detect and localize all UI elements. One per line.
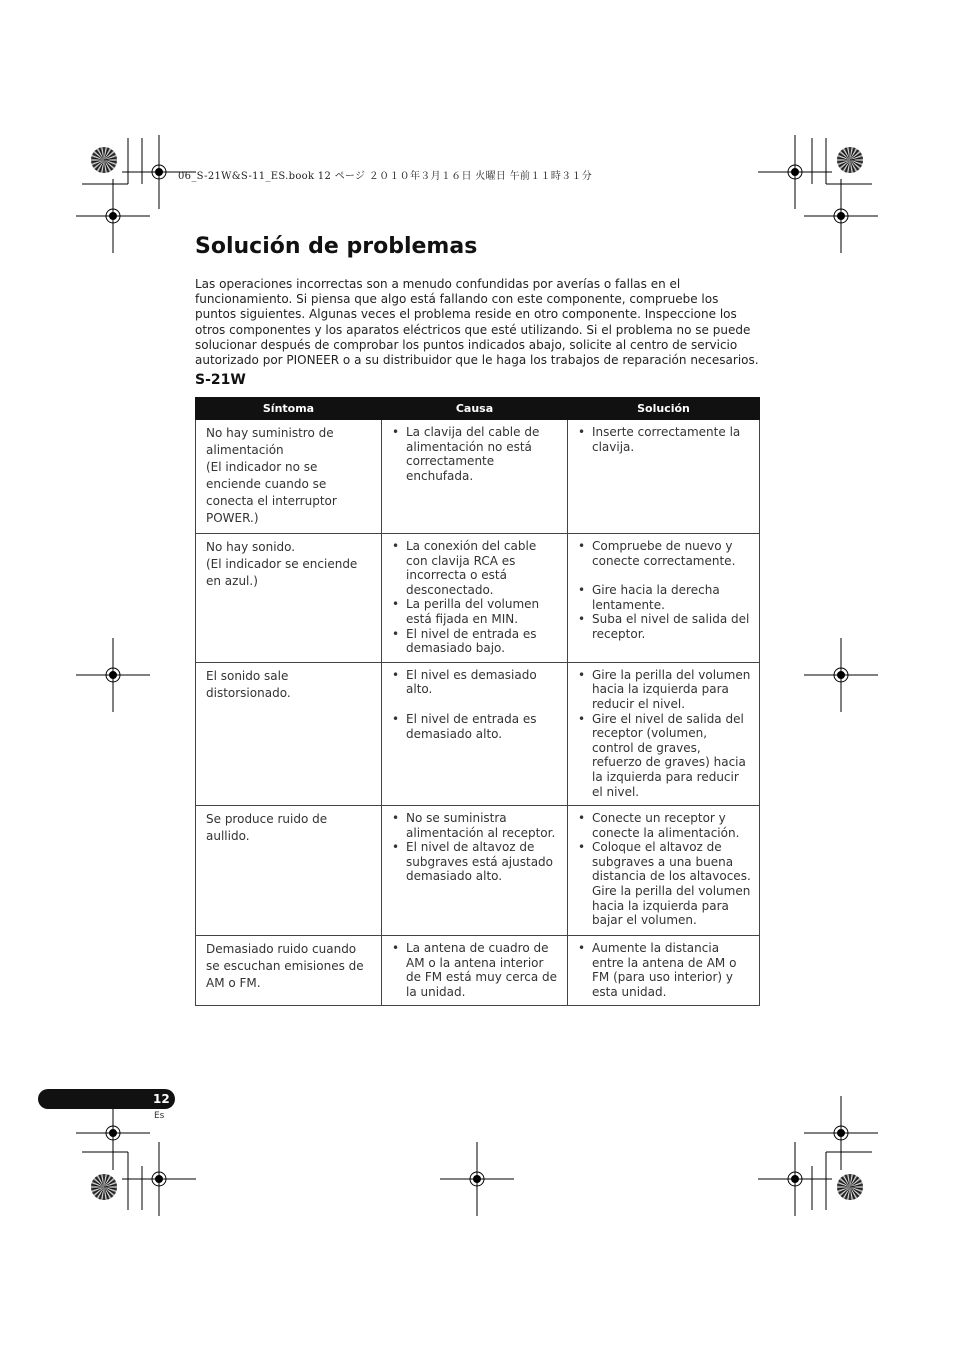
bullet-list xyxy=(392,941,559,999)
symptom-line: No hay suministro de xyxy=(206,426,334,440)
header-symptom: Síntoma xyxy=(196,398,382,420)
print-info-header: 06_S-21W&S-11_ES.book 12 ページ ２０１０年３月１６日 火曜日 午前１１時３１分 xyxy=(178,171,593,182)
cause-item: • La perilla del volumen está fijada en MIN. xyxy=(392,597,559,626)
registration-crosshair xyxy=(758,135,832,209)
cause-cell xyxy=(382,534,568,663)
symptom-line: conecta el interruptor xyxy=(206,494,337,508)
table-header-row xyxy=(196,398,760,420)
symptom-line: AM o FM. xyxy=(206,976,261,991)
registration-crosshair xyxy=(122,1142,196,1216)
symptom-line: POWER.) xyxy=(206,511,259,525)
page-title: Solución de problemas xyxy=(195,234,478,259)
bullet-list xyxy=(392,811,559,884)
table-row xyxy=(196,936,760,1006)
symptom-line: se escuchan emisiones de xyxy=(206,959,364,974)
cause-item: • La antena de cuadro de AM o la antena interior de FM está muy cerca de la unidad. xyxy=(392,941,559,999)
cause-item: • El nivel de altavoz de subgraves está ajustado demasiado alto. xyxy=(392,840,559,884)
starburst-target xyxy=(837,147,863,173)
symptom-line: aullido. xyxy=(206,829,250,844)
symptom-line: No hay sonido. xyxy=(206,540,296,554)
symptom-cell xyxy=(196,420,382,534)
symptom-line: Demasiado ruido cuando xyxy=(206,942,357,957)
cause-item: • El nivel de entrada es demasiado alto. xyxy=(392,712,559,741)
symptom-cell xyxy=(196,534,382,663)
header-solution: Solución xyxy=(568,398,760,420)
symptom-cell xyxy=(196,662,382,805)
registration-crosshair xyxy=(76,638,150,712)
bullet-list xyxy=(578,425,751,454)
starburst-target xyxy=(91,147,117,173)
solution-item: • Inserte correctamente la clavija. xyxy=(578,425,751,454)
header-cause: Causa xyxy=(382,398,568,420)
symptom-line: Se produce ruido de xyxy=(206,812,328,827)
cause-cell xyxy=(382,420,568,534)
solution-item: • Conecte un receptor y conecte la alimentación. xyxy=(578,811,751,840)
solution-item: • Gire el nivel de salida del receptor (volumen, control de graves, refuerzo de graves) hacia la izquierda para reducir el nivel. xyxy=(578,712,751,800)
solution-cell xyxy=(568,534,760,663)
registration-crosshair xyxy=(758,1142,832,1216)
language-code: Es xyxy=(154,1111,165,1121)
symptom-line: enciende cuando se xyxy=(206,477,327,491)
table-row xyxy=(196,420,760,534)
bullet-list xyxy=(392,425,559,483)
solution-cell xyxy=(568,806,760,936)
symptom-cell xyxy=(196,806,382,936)
troubleshooting-table xyxy=(195,397,760,1006)
bullet-list xyxy=(392,668,559,741)
symptom-cell xyxy=(196,936,382,1006)
model-heading: S-21W xyxy=(195,372,246,388)
bullet-list xyxy=(578,811,751,928)
solution-cell xyxy=(568,936,760,1006)
cause-cell xyxy=(382,662,568,805)
page-number: 12 xyxy=(153,1092,170,1106)
solution-item: • Suba el nivel de salida del receptor. xyxy=(578,612,751,641)
symptom-line: (El indicador se enciende xyxy=(206,557,358,571)
symptom-line: El sonido sale xyxy=(206,668,289,683)
registration-crosshair xyxy=(804,179,878,253)
solution-cell xyxy=(568,662,760,805)
solution-item: • Coloque el altavoz de subgraves a una buena distancia de los altavoces. Gire la perilla del volumen hacia la izquierda para bajar el volumen. xyxy=(578,840,751,928)
symptom-line: alimentación xyxy=(206,443,284,457)
cause-cell xyxy=(382,806,568,936)
intro-paragraph: Las operaciones incorrectas son a menudo confundidas por averías o fallas en el funcionamiento. Si piensa que algo está fallando con este componente, compruebe los puntos siguientes. Algunas veces el problema reside en otro componente. Inspeccione los otros componentes y los aparatos eléctricos que esté utilizando. Si el problema no se puede solucionar después de comprobar los puntos indicados abajo, solicite al centro de servicio autorizado por PIONEER o a su distribuidor que le haga los trabajos de reparación necesarios. xyxy=(195,277,759,368)
symptom-line: en azul.) xyxy=(206,574,258,588)
registration-crosshair xyxy=(76,179,150,253)
registration-crosshair xyxy=(804,1096,878,1170)
solution-item: • Compruebe de nuevo y conecte correctamente. xyxy=(578,539,751,568)
cause-item: • La conexión del cable con clavija RCA es incorrecta o está desconectado. xyxy=(392,539,559,597)
symptom-line: (El indicador no se xyxy=(206,460,318,474)
bullet-list xyxy=(578,941,751,999)
table-row xyxy=(196,662,760,805)
solution-item: • Aumente la distancia entre la antena de AM o FM (para uso interior) y esta unidad. xyxy=(578,941,751,999)
cause-item: • El nivel de entrada es demasiado bajo. xyxy=(392,627,559,656)
solution-cell xyxy=(568,420,760,534)
solution-item: • Gire hacia la derecha lentamente. xyxy=(578,583,751,612)
registration-crosshair xyxy=(804,638,878,712)
table-row xyxy=(196,534,760,663)
cause-item: • No se suministra alimentación al receptor. xyxy=(392,811,559,840)
registration-crosshair xyxy=(440,1142,514,1216)
bullet-list xyxy=(392,539,559,656)
symptom-line: distorsionado. xyxy=(206,685,291,700)
cause-item: • El nivel es demasiado alto. xyxy=(392,668,559,697)
starburst-target xyxy=(91,1174,117,1200)
starburst-target xyxy=(837,1174,863,1200)
solution-item: • Gire la perilla del volumen hacia la izquierda para reducir el nivel. xyxy=(578,668,751,712)
bullet-list xyxy=(578,539,751,642)
cause-cell xyxy=(382,936,568,1006)
table-row xyxy=(196,806,760,936)
cause-item: • La clavija del cable de alimentación no está correctamente enchufada. xyxy=(392,425,559,483)
bullet-list xyxy=(578,668,751,799)
